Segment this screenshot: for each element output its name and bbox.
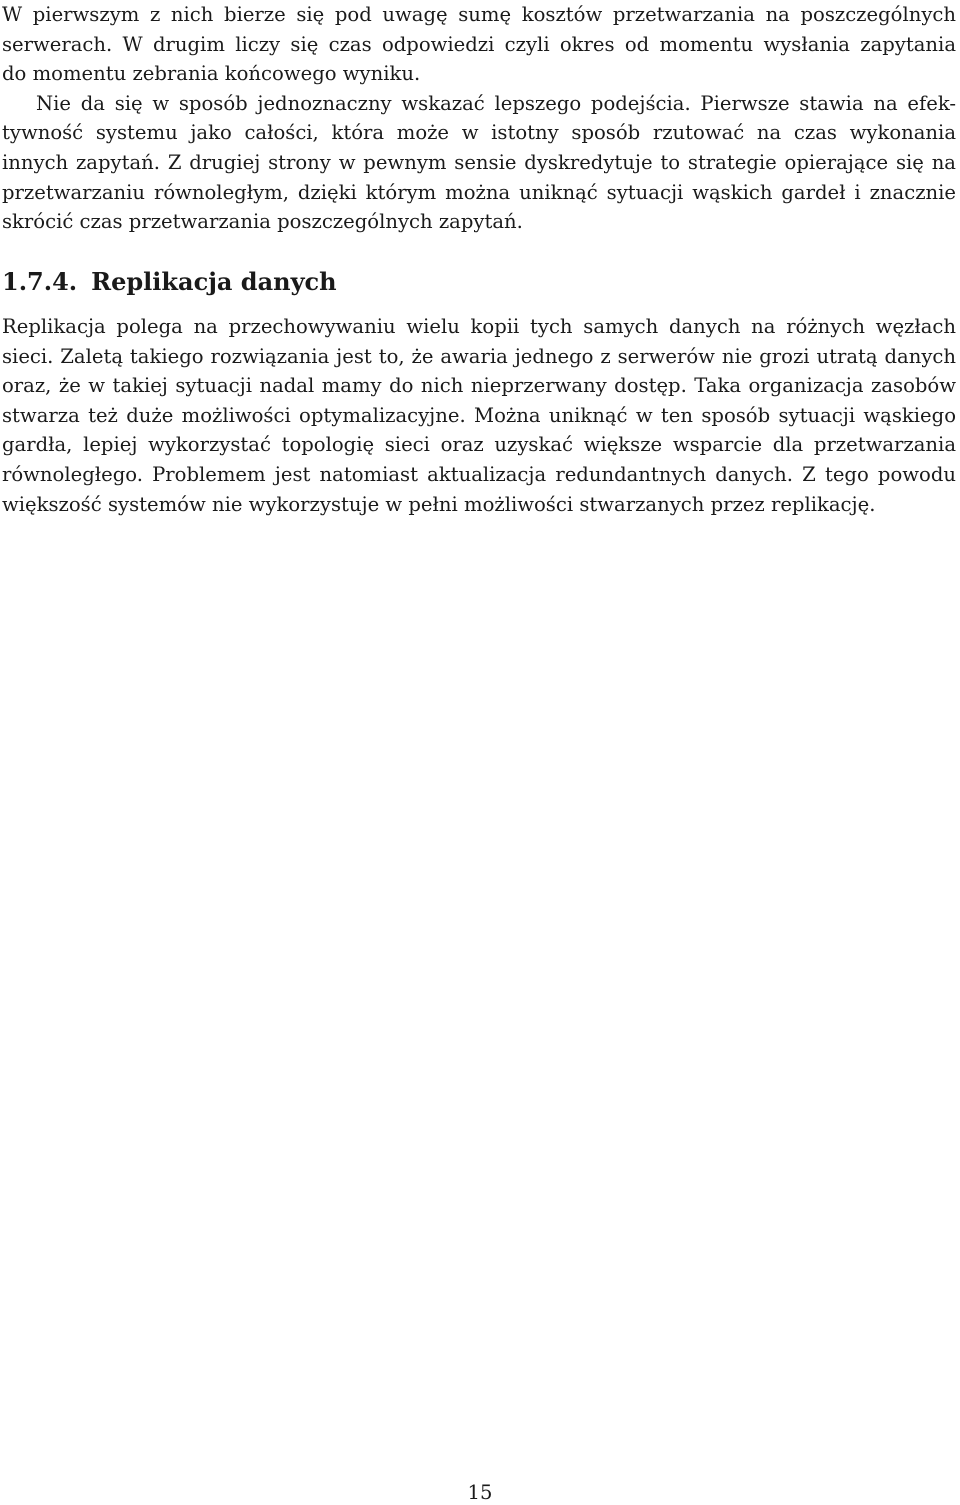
text-line: gardła, lepiej wykorzystać topologię sieci oraz uzyskać większe wsparcie dla przetwarzania	[2, 433, 956, 457]
text-line: Nie da się w sposób jednoznaczny wskazać lepszego podejścia. Pierwsze stawia na efek-	[36, 91, 956, 115]
text-line: większość systemów nie wykorzystuje w pełni możliwości stwarzanych przez replikację.	[2, 492, 876, 516]
text-line: oraz, że w takiej sytuacji nadal mamy do nich nieprzerwany dostęp. Taka organizacja zasobów	[2, 374, 956, 398]
text-line: sieci. Zaletą takiego rozwiązania jest to, że awaria jednego z serwerów nie grozi utratą danych	[2, 344, 956, 368]
text-line: przetwarzaniu równoległym, dzięki którym można uniknąć sytuacji wąskich gardeł i znacznie	[2, 180, 956, 204]
section-heading	[2, 266, 337, 298]
text-line: W pierwszym z nich bierze się pod uwagę sumę kosztów przetwarzania na poszczególnych	[2, 3, 956, 26]
text-line: serwerach. W drugim liczy się czas odpowiedzi czyli okres od momentu wysłania zapytania	[2, 32, 956, 56]
text-line: innych zapytań. Z drugiej strony w pewnym sensie dyskredytuje to strategie opierające się na	[2, 150, 956, 174]
text-line: stwarza też duże możliwości optymalizacyjne. Można uniknąć w ten sposób sytuacji wąskiego	[2, 403, 956, 427]
text-line: tywność systemu jako całości, która może w istotny sposób rzutować na czas wykonania	[2, 121, 956, 145]
section-number: 1.7.4.	[2, 267, 78, 296]
text-line: równoległego. Problemem jest natomiast aktualizacja redundantnych danych. Z tego powodu	[2, 462, 956, 486]
replication-paragraph	[2, 312, 956, 519]
section-title: Replikacja danych	[91, 267, 337, 296]
page-number: 15	[467, 1481, 493, 1504]
text-line: do momentu zebrania końcowego wyniku.	[2, 62, 421, 86]
intro-paragraphs	[2, 0, 956, 237]
text-line: skrócić czas przetwarzania poszczególnych zapytań.	[2, 210, 523, 234]
text-line: Replikacja polega na przechowywaniu wielu kopii tych samych danych na różnych węzłach	[2, 315, 956, 338]
